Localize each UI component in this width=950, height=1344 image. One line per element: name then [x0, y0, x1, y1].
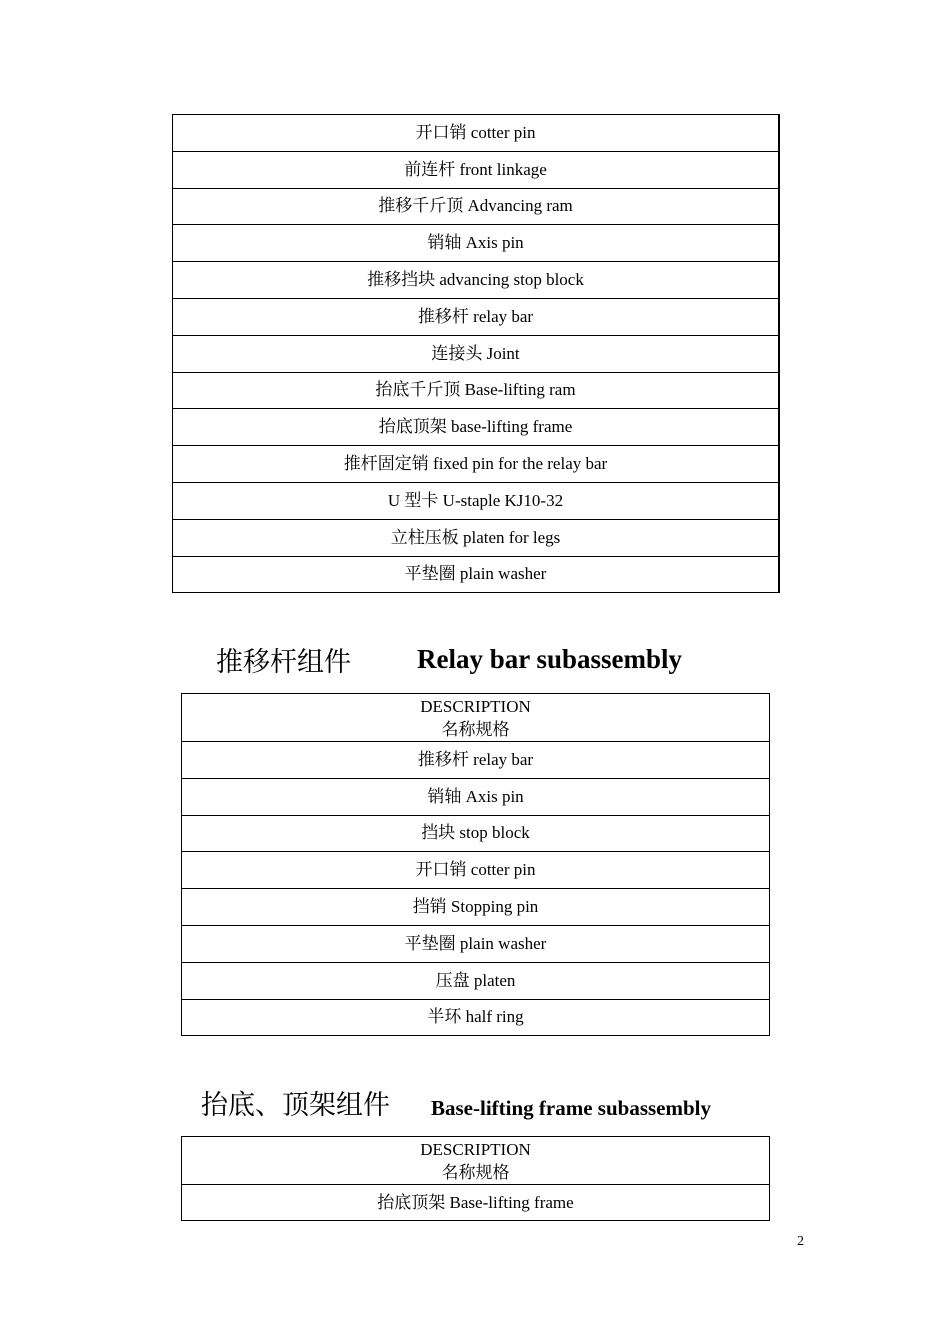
table-row: 前连杆 front linkage [173, 151, 780, 188]
table-row: 推移杆 relay bar [173, 298, 780, 335]
table-row: 连接头 Joint [173, 335, 780, 372]
table-row: 抬底千斤顶 Base-lifting ram [173, 372, 780, 409]
table-row: 平垫圈 plain washer [182, 925, 770, 962]
relay-bar-table [181, 693, 770, 1036]
relay-bar-title-en: Relay bar subassembly [417, 644, 683, 674]
header-description-en: DESCRIPTION [420, 1139, 531, 1159]
table-row: 销轴 Axis pin [173, 225, 780, 262]
table-row: U 型卡 U-staple KJ10-32 [173, 482, 780, 519]
table-row: 抬底顶架 Base-lifting frame [182, 1185, 770, 1221]
table-row: 推移挡块 advancing stop block [173, 262, 780, 299]
table-row: 开口销 cotter pin [173, 115, 780, 152]
table-header [182, 694, 770, 742]
header-description-zh: 名称规格 [441, 719, 510, 739]
table-row: 抬底顶架 base-lifting frame [173, 409, 780, 446]
table-row: 平垫圈 plain washer [173, 556, 780, 593]
parts-table [172, 114, 780, 593]
base-lifting-table [181, 1136, 770, 1221]
table-row: 半环 half ring [182, 999, 770, 1036]
header-description-zh: 名称规格 [441, 1162, 510, 1182]
table-row: 销轴 Axis pin [182, 778, 770, 815]
base-lifting-title-zh: 抬底、顶架组件 [201, 1090, 390, 1121]
base-lifting-title-en: Base-lifting frame subassembly [431, 1096, 711, 1120]
table-row: 推杆固定销 fixed pin for the relay bar [173, 446, 780, 483]
relay-bar-title-zh: 推移杆组件 [216, 647, 351, 678]
header-description-en: DESCRIPTION [420, 696, 531, 716]
table-row: 推移千斤顶 Advancing ram [173, 188, 780, 225]
table-row: 开口销 cotter pin [182, 852, 770, 889]
table-row: 推移杆 relay bar [182, 742, 770, 779]
table-row: 压盘 platen [182, 962, 770, 999]
table-row: 挡块 stop block [182, 815, 770, 852]
table-row: 挡销 Stopping pin [182, 889, 770, 926]
page-number: 2 [797, 1234, 804, 1249]
table-row: 立柱压板 platen for legs [173, 519, 780, 556]
table-header [182, 1137, 770, 1185]
